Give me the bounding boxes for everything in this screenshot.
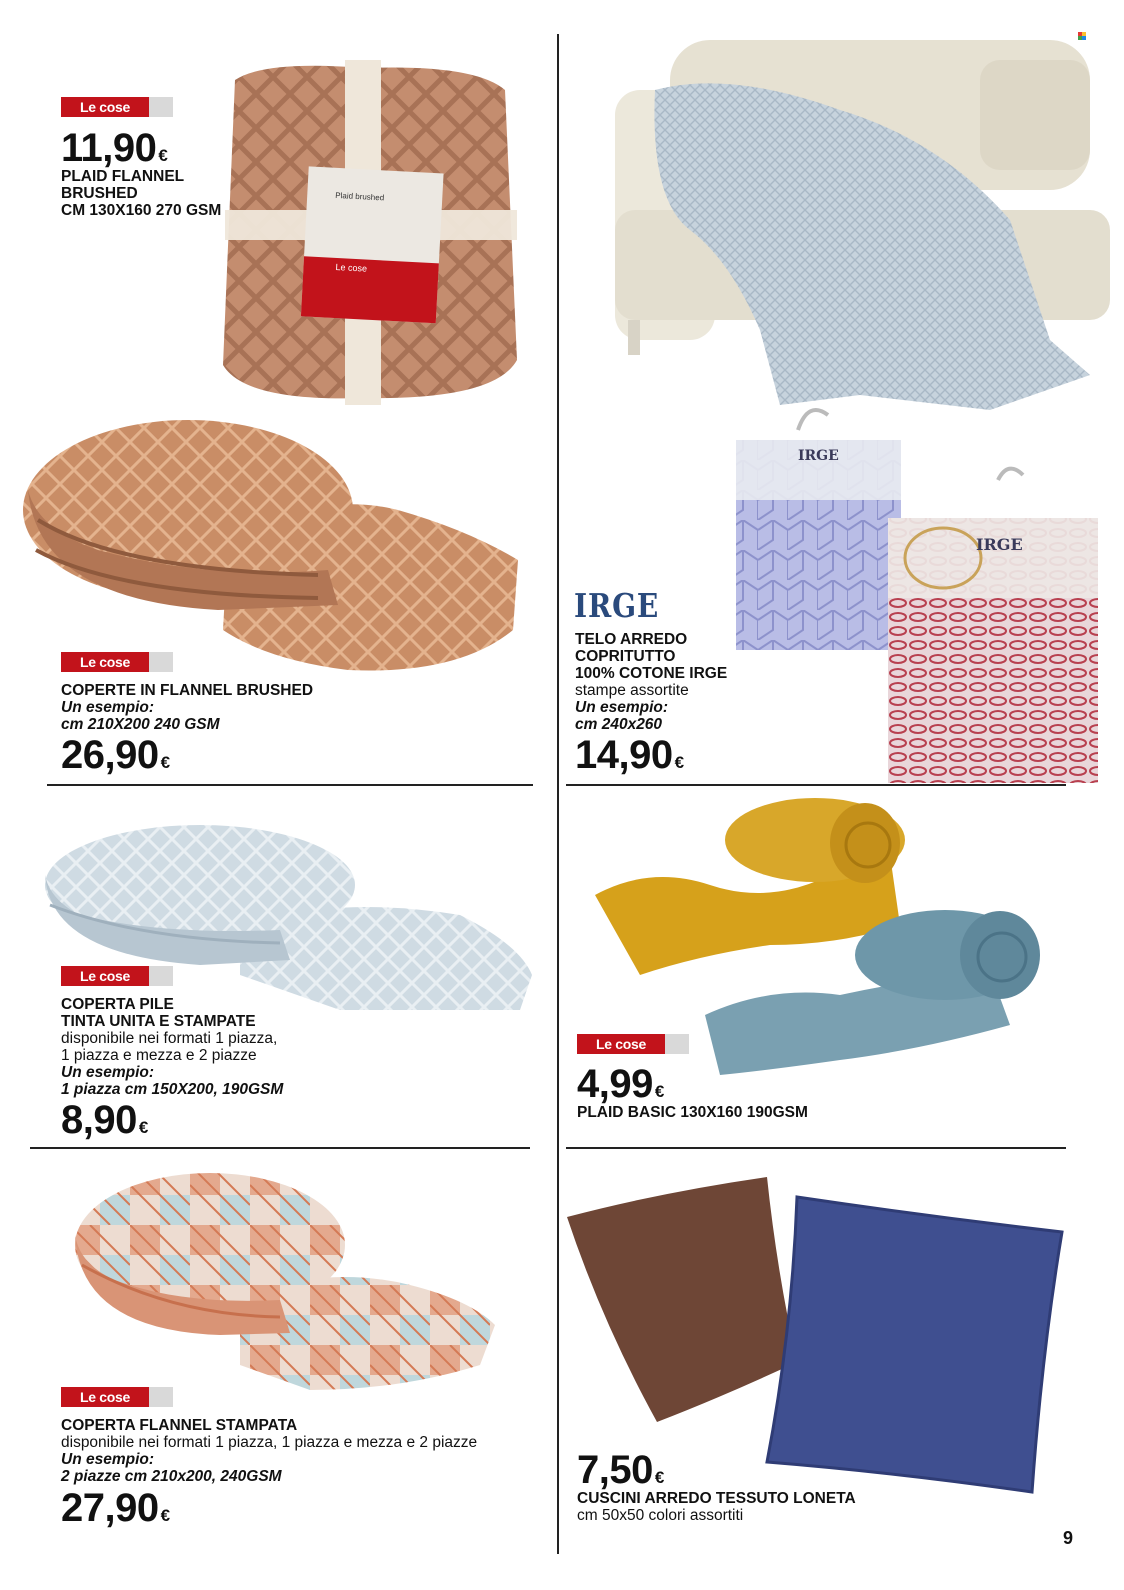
price-coperte-flannel: 26,90 € [61,733,170,777]
coperta-stampata-image [70,1165,500,1395]
desc-plaid-basic: PLAID BASIC 130X160 190GSM [577,1104,808,1121]
svg-text:IRGE: IRGE [798,448,839,464]
price-plaid-basic: 4,99 € [577,1062,664,1106]
badge-le-cose: Le cose [61,1387,173,1407]
desc-telo-arredo: TELO ARREDO COPRITUTTO 100% COTONE IRGE stampe assortite Un esempio: cm 240x260 [575,631,728,733]
price-plaid-flannel: 11,90 € [61,126,168,170]
coperte-flannel-image [18,400,528,680]
desc-plaid-flannel: PLAID FLANNEL BRUSHED CM 130X160 270 GSM [61,168,222,219]
page-number: 9 [1063,1528,1074,1548]
tag-text: Plaid brushed [335,190,385,203]
desc-cuscini: CUSCINI ARREDO TESSUTO LONETA cm 50x50 colori assortiti [577,1490,856,1524]
desc-coperta-pile: COPERTA PILE TINTA UNITA E STAMPATE disponibile nei formati 1 piazza, 1 piazza e mezza e 2 piazze Un esempio: 1 piazza cm 150X200, 190GSM [61,996,284,1098]
svg-text:Le cose: Le cose [335,261,368,274]
badge-le-cose: Le cose [61,652,173,672]
irge-logo: IRGE [574,586,660,625]
irge-packs-image [728,400,1108,790]
vertical-divider [557,34,559,1554]
price-coperta-pile: 8,90 € [61,1098,148,1142]
desc-coperta-stampata: COPERTA FLANNEL STAMPATA disponibile nei formati 1 piazza, 1 piazza e mezza e 2 piazze Un esempio: 2 piazze cm 210x200, 240GSM [61,1417,478,1485]
price-telo-arredo: 14,90 € [575,733,684,777]
badge-le-cose: Le cose [61,966,173,986]
divider-left-1 [47,784,533,786]
sofa-throw-image [610,30,1110,420]
badge-le-cose: Le cose [61,97,173,117]
svg-text:IRGE: IRGE [976,535,1023,554]
divider-right-2 [566,1147,1066,1149]
price-coperta-stampata: 27,90 € [61,1486,170,1530]
plaid-flannel-image [205,60,525,405]
price-cuscini: 7,50 € [577,1448,664,1492]
desc-coperte-flannel: COPERTE IN FLANNEL BRUSHED Un esempio: cm 210X200 240 GSM [61,682,314,733]
badge-le-cose: Le cose [577,1034,689,1054]
